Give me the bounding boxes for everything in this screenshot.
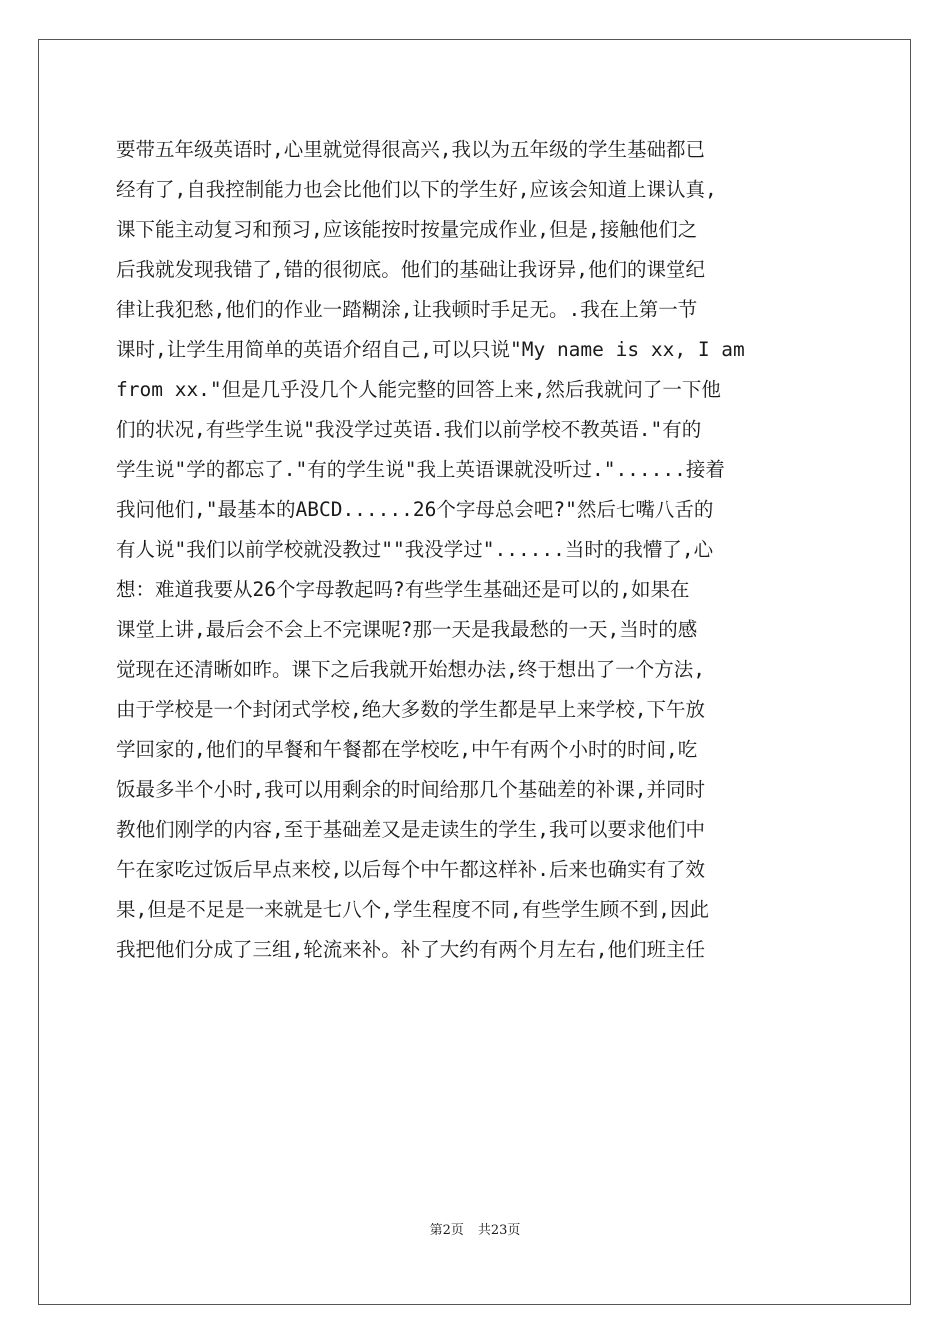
text-line: 要带五年级英语时,心里就觉得很高兴,我以为五年级的学生基础都已 — [116, 138, 705, 161]
text-line: 课堂上讲,最后会不会上不完课呢?那一天是我最愁的一天,当时的感 — [116, 618, 698, 641]
text-line: 教他们刚学的内容,至于基础差又是走读生的学生,我可以要求他们中 — [116, 818, 705, 841]
text-line: 经有了,自我控制能力也会比他们以下的学生好,应该会知道上课认真, — [116, 178, 717, 201]
text-line: 想：难道我要从26个字母教起吗?有些学生基础还是可以的,如果在 — [116, 578, 690, 601]
text-line: 我把他们分成了三组,轮流来补。补了大约有两个月左右,他们班主任 — [116, 938, 705, 961]
text-line: 课下能主动复习和预习,应该能按时按量完成作业,但是,接触他们之 — [116, 218, 698, 241]
page-total: 共23页 — [477, 1223, 521, 1238]
text-line: 果,但是不足是一来就是七八个,学生程度不同,有些学生顾不到,因此 — [116, 898, 709, 921]
text-line: 有人说"我们以前学校就没教过""我没学过"......当时的我懵了,心 — [116, 538, 714, 561]
text-line: 饭最多半个小时,我可以用剩余的时间给那几个基础差的补课,并同时 — [116, 778, 705, 801]
text-line: 律让我犯愁,他们的作业一踏糊涂,让我顿时手足无。.我在上第一节 — [116, 298, 698, 321]
page-number: 第2页 — [429, 1223, 464, 1238]
text-line: 后我就发现我错了,错的很彻底。他们的基础让我讶异,他们的课堂纪 — [116, 258, 705, 281]
text-line: 我问他们,"最基本的ABCD......26个字母总会吧?"然后七嘴八舌的 — [116, 498, 714, 521]
text-line: 学生说"学的都忘了."有的学生说"我上英语课就没听过."......接着 — [116, 458, 725, 481]
text-line: 由于学校是一个封闭式学校,绝大多数的学生都是早上来学校,下午放 — [116, 698, 705, 721]
text-line: 课时,让学生用简单的英语介绍自己,可以只说"My name is xx, I am — [116, 338, 745, 361]
document-body — [116, 130, 838, 970]
text-line: 们的状况,有些学生说"我没学过英语.我们以前学校不教英语."有的 — [116, 418, 702, 441]
text-line: 觉现在还清晰如昨。课下之后我就开始想办法,终于想出了一个方法, — [116, 658, 705, 681]
text-line: from xx."但是几乎没几个人能完整的回答上来,然后我就问了一下他 — [116, 378, 721, 401]
text-line: 午在家吃过饭后早点来校,以后每个中午都这样补.后来也确实有了效 — [116, 858, 705, 881]
text-line: 学回家的,他们的早餐和午餐都在学校吃,中午有两个小时的时间,吃 — [116, 738, 698, 761]
page-footer — [0, 1219, 950, 1238]
